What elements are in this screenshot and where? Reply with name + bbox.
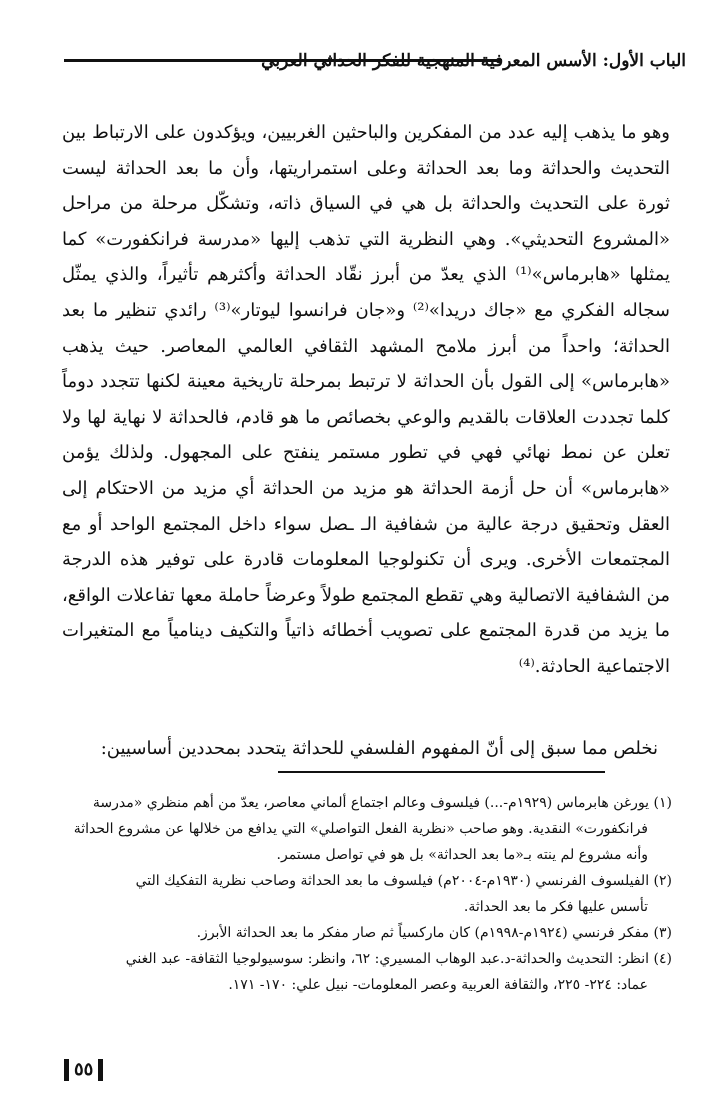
summary-line: نخلص مما سبق إلى أنّ المفهوم الفلسفي للحداثة يتحدد بمحددين أساسيين: xyxy=(100,738,658,759)
footnote-1 xyxy=(62,790,672,868)
footnote-3 xyxy=(62,920,672,946)
footnote-continuation: فرانكفورت» النقدية. وهو صاحب «نظرية الفعل التواصلي» التي يدافع من خلالها عن مشروع الحداثة وأنه مشروع لم ينته بـ«ما بعد الحداثة» بل هو في تواصل مستمر. xyxy=(73,821,648,863)
page-number xyxy=(64,1057,103,1083)
footnote-first-line: (٤) انظر: التحديث والحداثة-د.عبد الوهاب المسيري: ٦٢، وانظر: سوسيولوجيا الثقافة- عبد الغني xyxy=(125,951,672,967)
page-number-bar-right xyxy=(98,1059,103,1081)
footnotes xyxy=(62,790,672,998)
running-header xyxy=(0,46,708,76)
footnote-2 xyxy=(62,868,672,920)
footnote-first-line: (١) يورغن هابرماس (١٩٢٩م-...) فيلسوف وعالم اجتماع ألماني معاصر، يعدّ من أهم منظري «مدرسة xyxy=(92,795,672,811)
chapter-title: الباب الأول: الأسس المعرفية المنهجية للفكر الحداثي العربي xyxy=(261,51,686,71)
page-number-text: ٥٥ xyxy=(74,1059,94,1080)
footnote-first-line: (٢) الفيلسوف الفرنسي (١٩٣٠م-٢٠٠٤م) فيلسوف ما بعد الحداثة وصاحب نظرية التفكيك التي xyxy=(135,873,672,889)
main-paragraph: وهو ما يذهب إليه عدد من المفكرين والباحثين الغربيين، ويؤكدون على الارتباط بين التحديث والحداثة وما بعد الحداثة وعلى استمراريتها، وأن ما بعد الحداثة ليست ثورة على التحديث والحداثة بل هي في السياق ذاته، وتشكّل مرحلة من مراحل «المشروع التحديثي». وهي النظرية التي تذهب إليها «مدرسة فرانكفورت» كما يمثلها «هابرماس»⁽¹⁾ الذي يعدّ من أبرز نقّاد الحداثة وأكثرهم تأثيراً، والذي يمثّل سجاله الفكري مع «جاك دريدا»⁽²⁾ و«جان فرانسوا ليوتار»⁽³⁾ رائدي تنظير ما بعد الحداثة؛ واحداً من أبرز ملامح المشهد الثقافي العالمي المعاصر. حيث يذهب «هابرماس» إلى القول بأن الحداثة لا ترتبط بمرحلة تاريخية معينة لكنها تتجدد دوماً كلما تجددت العلاقات بالقديم والوعي بخصائص ما هو قادم، فالحداثة لا نهاية لها ولا تعلن عن نمط نهائي فهي في تطور مستمر ينفتح على المجهول. ولذلك يؤمن «هابرماس» أن حل أزمة الحداثة هو مزيد من الحداثة أي مزيد من الاحتكام إلى العقل وتحقيق درجة عالية من شفافية الـ ـصل سواء داخل المجتمع الواحد أو مع المجتمعات الأخرى. ويرى أن تكنولوجيا المعلومات قادرة على توفير هذه الدرجة من الشفافية الاتصالية وهي تقطع المجتمع طولاً وعرضاً حاملة معها تفاعلات الواقع، ما يزيد من قدرة المجتمع على تصويب أخطائه ذاتياً والتكيف دينامياً مع المتغيرات الاجتماعية الحادثة.⁽⁴⁾ xyxy=(62,122,670,677)
footnote-first-line: (٣) مفكر فرنسي (١٩٢٤م-١٩٩٨م) كان ماركسياً ثم صار مفكر ما بعد الحداثة الأبرز. xyxy=(196,925,672,941)
footnote-continuation: عماد: ٢٢٤- ٢٢٥، والثقافة العربية وعصر المعلومات- نبيل علي: ١٧٠- ١٧١. xyxy=(228,977,648,993)
footnote-separator xyxy=(278,771,605,773)
footnote-4 xyxy=(62,946,672,998)
footnote-continuation: تأسس عليها فكر ما بعد الحداثة. xyxy=(463,899,648,915)
